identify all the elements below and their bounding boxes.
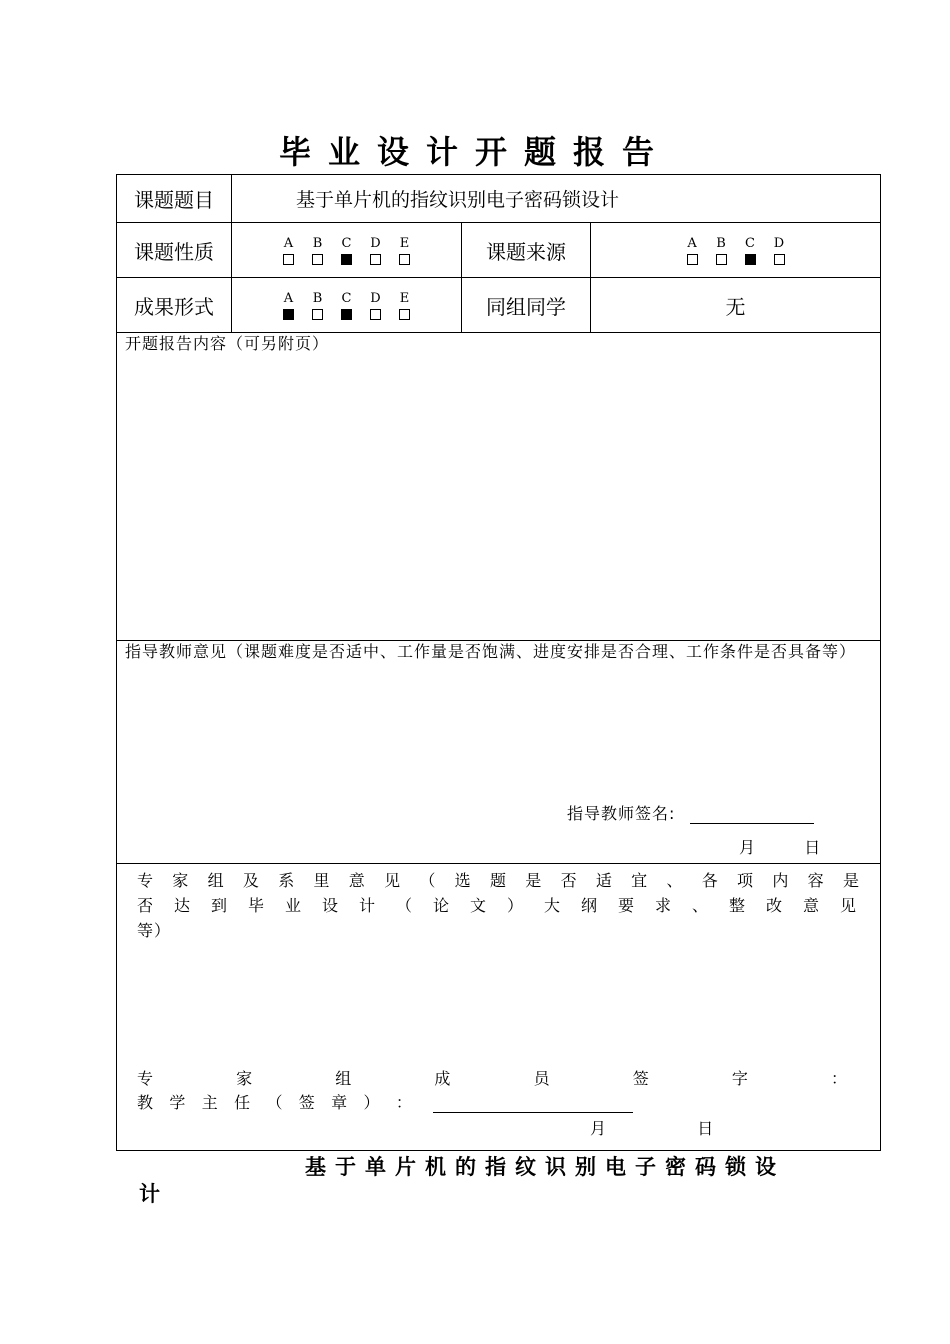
expert-heading-char: 业 <box>285 896 303 915</box>
result-option-b <box>309 291 326 320</box>
expert-month: 月 <box>590 1119 608 1138</box>
expert-heading-char: 各 <box>701 871 719 890</box>
expert-opinion-heading <box>117 864 880 943</box>
result-options <box>232 278 462 333</box>
dean-sign-char: ： <box>395 1093 413 1112</box>
expert-heading-char: 整 <box>729 896 747 915</box>
expert-heading-char: 及 <box>242 871 260 890</box>
source-checkbox-b[interactable] <box>716 254 727 265</box>
expert-heading-char: 专 <box>137 871 155 890</box>
footer-topic-line-2: 计 <box>139 1182 160 1206</box>
expert-heading-char: 、 <box>666 871 684 890</box>
dean-sign-char: 学 <box>169 1093 187 1112</box>
expert-sign-char: 家 <box>236 1069 254 1088</box>
expert-heading-char: 到 <box>211 896 229 915</box>
expert-heading-char: 要 <box>618 896 636 915</box>
source-option-c <box>742 236 759 265</box>
advisor-opinion-heading: 指导教师意见（课题难度是否适中、工作量是否饱满、进度安排是否合理、工作条件是否具备等） <box>125 642 857 661</box>
expert-heading-char: 适 <box>595 871 613 890</box>
group-label: 同组同学 <box>462 278 591 333</box>
expert-heading-line-3: 等） <box>137 921 172 940</box>
footer-topic-line-1: 基于单片机的指纹识别电子密码锁设 <box>305 1155 785 1179</box>
expert-heading-char: 里 <box>313 871 331 890</box>
dean-sign-line[interactable] <box>433 1094 633 1113</box>
source-option-letter: D <box>773 235 785 251</box>
expert-heading-char: 内 <box>772 871 790 890</box>
dean-sign-label <box>137 1090 413 1113</box>
expert-heading-char: 、 <box>692 896 710 915</box>
result-option-c <box>338 291 355 320</box>
source-option-b <box>713 236 730 265</box>
expert-heading-char: 是 <box>842 871 860 890</box>
source-option-letter: B <box>716 235 726 251</box>
source-checkbox-d[interactable] <box>774 254 785 265</box>
result-label: 成果形式 <box>117 278 232 333</box>
nature-option-b <box>309 236 326 265</box>
expert-heading-char: 改 <box>766 896 784 915</box>
source-option-letter: A <box>687 235 697 251</box>
expert-heading-char: 达 <box>174 896 192 915</box>
expert-heading-char: 文 <box>470 896 488 915</box>
result-option-letter: D <box>370 290 381 306</box>
result-option-e <box>396 291 413 320</box>
nature-checkbox-e[interactable] <box>399 254 410 265</box>
expert-sign-char: 签 <box>632 1069 650 1088</box>
nature-option-letter: E <box>399 235 410 251</box>
result-checkbox-group <box>232 291 461 320</box>
expert-heading-line-2 <box>137 893 860 918</box>
result-row <box>117 278 881 333</box>
dean-sign-char: 主 <box>201 1093 219 1112</box>
expert-heading-char: 论 <box>433 896 451 915</box>
expert-heading-char: 大 <box>544 896 562 915</box>
nature-checkbox-b[interactable] <box>312 254 323 265</box>
source-option-d <box>771 236 788 265</box>
expert-heading-char: 项 <box>737 871 755 890</box>
source-option-a <box>684 236 701 265</box>
nature-option-d <box>367 236 384 265</box>
expert-heading-char: （ <box>419 871 437 890</box>
advisor-sign-label: 指导教师签名: <box>567 804 676 823</box>
result-checkbox-b[interactable] <box>312 309 323 320</box>
nature-row <box>117 223 881 278</box>
source-options <box>591 223 881 278</box>
expert-heading-char: 系 <box>278 871 296 890</box>
result-option-letter: B <box>312 290 323 306</box>
topic-row <box>117 175 881 223</box>
advisor-sign-line[interactable] <box>690 805 814 824</box>
expert-heading-char: 意 <box>803 896 821 915</box>
source-checkbox-a[interactable] <box>687 254 698 265</box>
dean-sign-char: 教 <box>137 1093 155 1112</box>
expert-sign-char: 专 <box>137 1069 155 1088</box>
nature-label: 课题性质 <box>117 223 232 278</box>
expert-heading-char: 见 <box>840 896 858 915</box>
expert-heading-char: 求 <box>655 896 673 915</box>
nature-option-letter: B <box>312 235 323 251</box>
expert-heading-char: 意 <box>348 871 366 890</box>
expert-sign-char: 员 <box>533 1069 551 1088</box>
nature-option-letter: A <box>283 235 294 251</box>
group-value: 无 <box>591 278 881 333</box>
expert-heading-char: 宜 <box>631 871 649 890</box>
proposal-form-table <box>116 174 881 1151</box>
expert-heading-char: （ <box>396 896 414 915</box>
expert-sign-char: 组 <box>335 1069 353 1088</box>
expert-heading-char: 否 <box>560 871 578 890</box>
expert-sign-char: 成 <box>434 1069 452 1088</box>
topic-value: 基于单片机的指纹识别电子密码锁设计 <box>232 175 881 223</box>
expert-heading-char: 设 <box>322 896 340 915</box>
dean-signature <box>137 1090 633 1113</box>
nature-option-letter: D <box>370 235 381 251</box>
expert-heading-char: 否 <box>137 896 155 915</box>
expert-sign-char: 字 <box>731 1069 749 1088</box>
report-content-row <box>117 333 881 641</box>
expert-heading-char: 题 <box>489 871 507 890</box>
dean-sign-char: 章 <box>331 1093 349 1112</box>
result-option-d <box>367 291 384 320</box>
result-checkbox-e[interactable] <box>399 309 410 320</box>
expert-heading-line-1 <box>137 868 860 893</box>
result-checkbox-d[interactable] <box>370 309 381 320</box>
expert-opinion-section[interactable] <box>117 864 881 1151</box>
expert-heading-char: ） <box>507 896 525 915</box>
expert-heading-char: 是 <box>525 871 543 890</box>
dean-sign-char: 签 <box>298 1093 316 1112</box>
nature-option-c <box>338 236 355 265</box>
nature-checkbox-a[interactable] <box>283 254 294 265</box>
nature-option-a <box>280 236 297 265</box>
topic-label: 课题题目 <box>117 175 232 223</box>
expert-member-signature <box>137 1066 848 1089</box>
nature-option-e <box>396 236 413 265</box>
expert-heading-char: 见 <box>384 871 402 890</box>
expert-date <box>590 1116 714 1139</box>
nature-checkbox-c[interactable] <box>341 254 352 265</box>
expert-day: 日 <box>697 1119 715 1138</box>
expert-row <box>117 864 881 1151</box>
result-option-letter: E <box>399 290 410 306</box>
result-option-a <box>280 291 297 320</box>
expert-heading-char: 毕 <box>248 896 266 915</box>
advisor-day: 日 <box>804 838 822 857</box>
expert-heading-char: 家 <box>172 871 190 890</box>
report-content-heading: 开题报告内容（可另附页） <box>125 334 330 353</box>
dean-sign-char: ） <box>363 1093 381 1112</box>
expert-heading-char: 组 <box>207 871 225 890</box>
advisor-month: 月 <box>739 838 757 857</box>
result-checkbox-c[interactable] <box>341 309 352 320</box>
source-label: 课题来源 <box>462 223 591 278</box>
report-content-section[interactable] <box>117 333 881 641</box>
result-option-letter: C <box>341 290 352 306</box>
source-option-letter: C <box>745 235 755 251</box>
page-title: 毕业设计开题报告 <box>278 133 671 171</box>
source-checkbox-group <box>591 236 880 265</box>
result-option-letter: A <box>283 290 294 306</box>
advisor-date <box>739 835 821 858</box>
dean-sign-char: （ <box>266 1093 284 1112</box>
expert-heading-char: 纲 <box>581 896 599 915</box>
nature-checkbox-group <box>232 236 461 265</box>
expert-heading-char: 容 <box>807 871 825 890</box>
nature-checkbox-d[interactable] <box>370 254 381 265</box>
source-checkbox-c[interactable] <box>745 254 756 265</box>
advisor-opinion-section[interactable] <box>117 641 881 864</box>
expert-heading-char: 选 <box>454 871 472 890</box>
dean-sign-char: 任 <box>234 1093 252 1112</box>
result-checkbox-a[interactable] <box>283 309 294 320</box>
advisor-signature <box>567 801 814 824</box>
advisor-row <box>117 641 881 864</box>
nature-option-letter: C <box>341 235 352 251</box>
expert-sign-char: ： <box>830 1069 848 1088</box>
nature-options <box>232 223 462 278</box>
expert-heading-char: 计 <box>359 896 377 915</box>
